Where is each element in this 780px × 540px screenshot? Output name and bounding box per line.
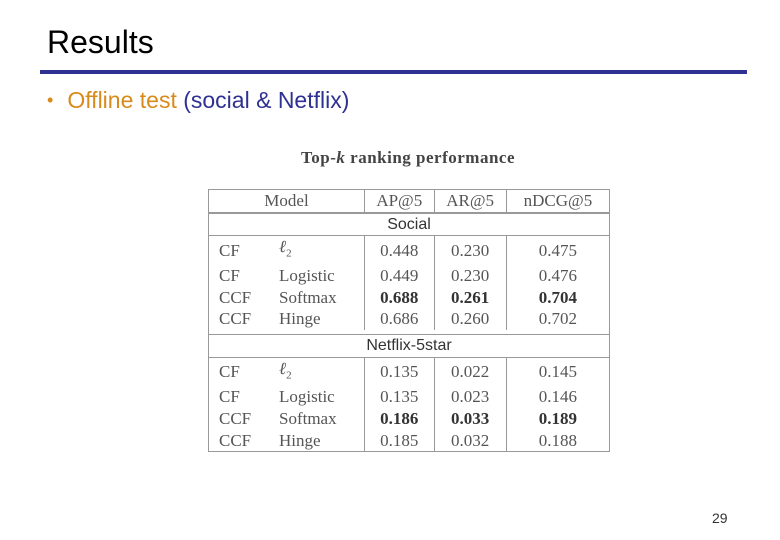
header-ndcg5: nDCG@5	[506, 190, 609, 213]
cell-ar: 0.022	[434, 357, 506, 386]
bullet-main-text: Offline test	[67, 87, 177, 113]
cell-ndcg: 0.146	[506, 386, 609, 408]
cell-ndcg: 0.189	[506, 408, 609, 430]
cell-ndcg: 0.145	[506, 357, 609, 386]
cell-loss: Softmax	[279, 286, 365, 308]
cell-ap: 0.448	[365, 236, 435, 265]
table-row	[209, 408, 610, 430]
cell-ndcg: 0.704	[506, 286, 609, 308]
cell-method: CCF	[209, 286, 280, 308]
slide-title: Results	[47, 24, 154, 60]
cell-method: CCF	[209, 408, 280, 430]
table-row	[209, 308, 610, 330]
header-ar5: AR@5	[434, 190, 506, 213]
bullet-item	[47, 86, 349, 114]
section-header-row	[209, 334, 610, 357]
cell-ndcg: 0.188	[506, 429, 609, 451]
cell-ar: 0.023	[434, 386, 506, 408]
cell-ar: 0.032	[434, 429, 506, 451]
cell-method: CF	[209, 357, 280, 386]
cell-ap: 0.686	[365, 308, 435, 330]
cell-method: CF	[209, 386, 280, 408]
table-row	[209, 236, 610, 265]
header-ap5: AP@5	[365, 190, 435, 213]
cell-loss	[279, 357, 365, 386]
cell-ap: 0.449	[365, 265, 435, 287]
cell-ar: 0.260	[434, 308, 506, 330]
cell-ndcg: 0.475	[506, 236, 609, 265]
table-title-k: k	[336, 148, 346, 167]
table-header-row	[209, 190, 610, 213]
cell-method: CCF	[209, 308, 280, 330]
section-label: Netflix-5star	[209, 334, 610, 357]
cell-loss: Logistic	[279, 386, 365, 408]
table-row	[209, 357, 610, 386]
section-label: Social	[209, 213, 610, 236]
header-model: Model	[209, 190, 365, 213]
cell-ar: 0.230	[434, 236, 506, 265]
table-title-suffix: ranking performance	[345, 148, 515, 167]
cell-ar: 0.230	[434, 265, 506, 287]
table-title-prefix: Top-	[301, 148, 337, 167]
cell-method: CF	[209, 265, 280, 287]
title-divider	[40, 70, 747, 74]
cell-ap: 0.186	[365, 408, 435, 430]
cell-ndcg: 0.702	[506, 308, 609, 330]
cell-method: CF	[209, 236, 280, 265]
cell-method: CCF	[209, 429, 280, 451]
loss-l2	[279, 237, 292, 260]
cell-loss: Softmax	[279, 408, 365, 430]
cell-ar: 0.261	[434, 286, 506, 308]
cell-ap: 0.688	[365, 286, 435, 308]
cell-loss	[279, 236, 365, 265]
cell-ndcg: 0.476	[506, 265, 609, 287]
table-row	[209, 286, 610, 308]
bullet-paren-text: (social & Netflix)	[183, 87, 350, 113]
cell-loss: Logistic	[279, 265, 365, 287]
cell-loss: Hinge	[279, 429, 365, 451]
page-number: 29	[712, 510, 728, 526]
cell-ap: 0.135	[365, 386, 435, 408]
table-title	[208, 148, 608, 168]
cell-ar: 0.033	[434, 408, 506, 430]
section-header-row	[209, 213, 610, 236]
loss-subscript: 2	[286, 368, 292, 381]
table-body	[209, 213, 610, 452]
results-table	[208, 189, 610, 452]
cell-ap: 0.185	[365, 429, 435, 451]
loss-symbol: ℓ	[279, 237, 287, 257]
cell-loss: Hinge	[279, 308, 365, 330]
loss-subscript: 2	[286, 247, 292, 260]
table-row	[209, 429, 610, 451]
loss-l2	[279, 358, 292, 381]
table-row	[209, 386, 610, 408]
loss-symbol: ℓ	[279, 358, 287, 378]
cell-ap: 0.135	[365, 357, 435, 386]
bullet-dot-icon: •	[47, 90, 54, 110]
table-row	[209, 265, 610, 287]
